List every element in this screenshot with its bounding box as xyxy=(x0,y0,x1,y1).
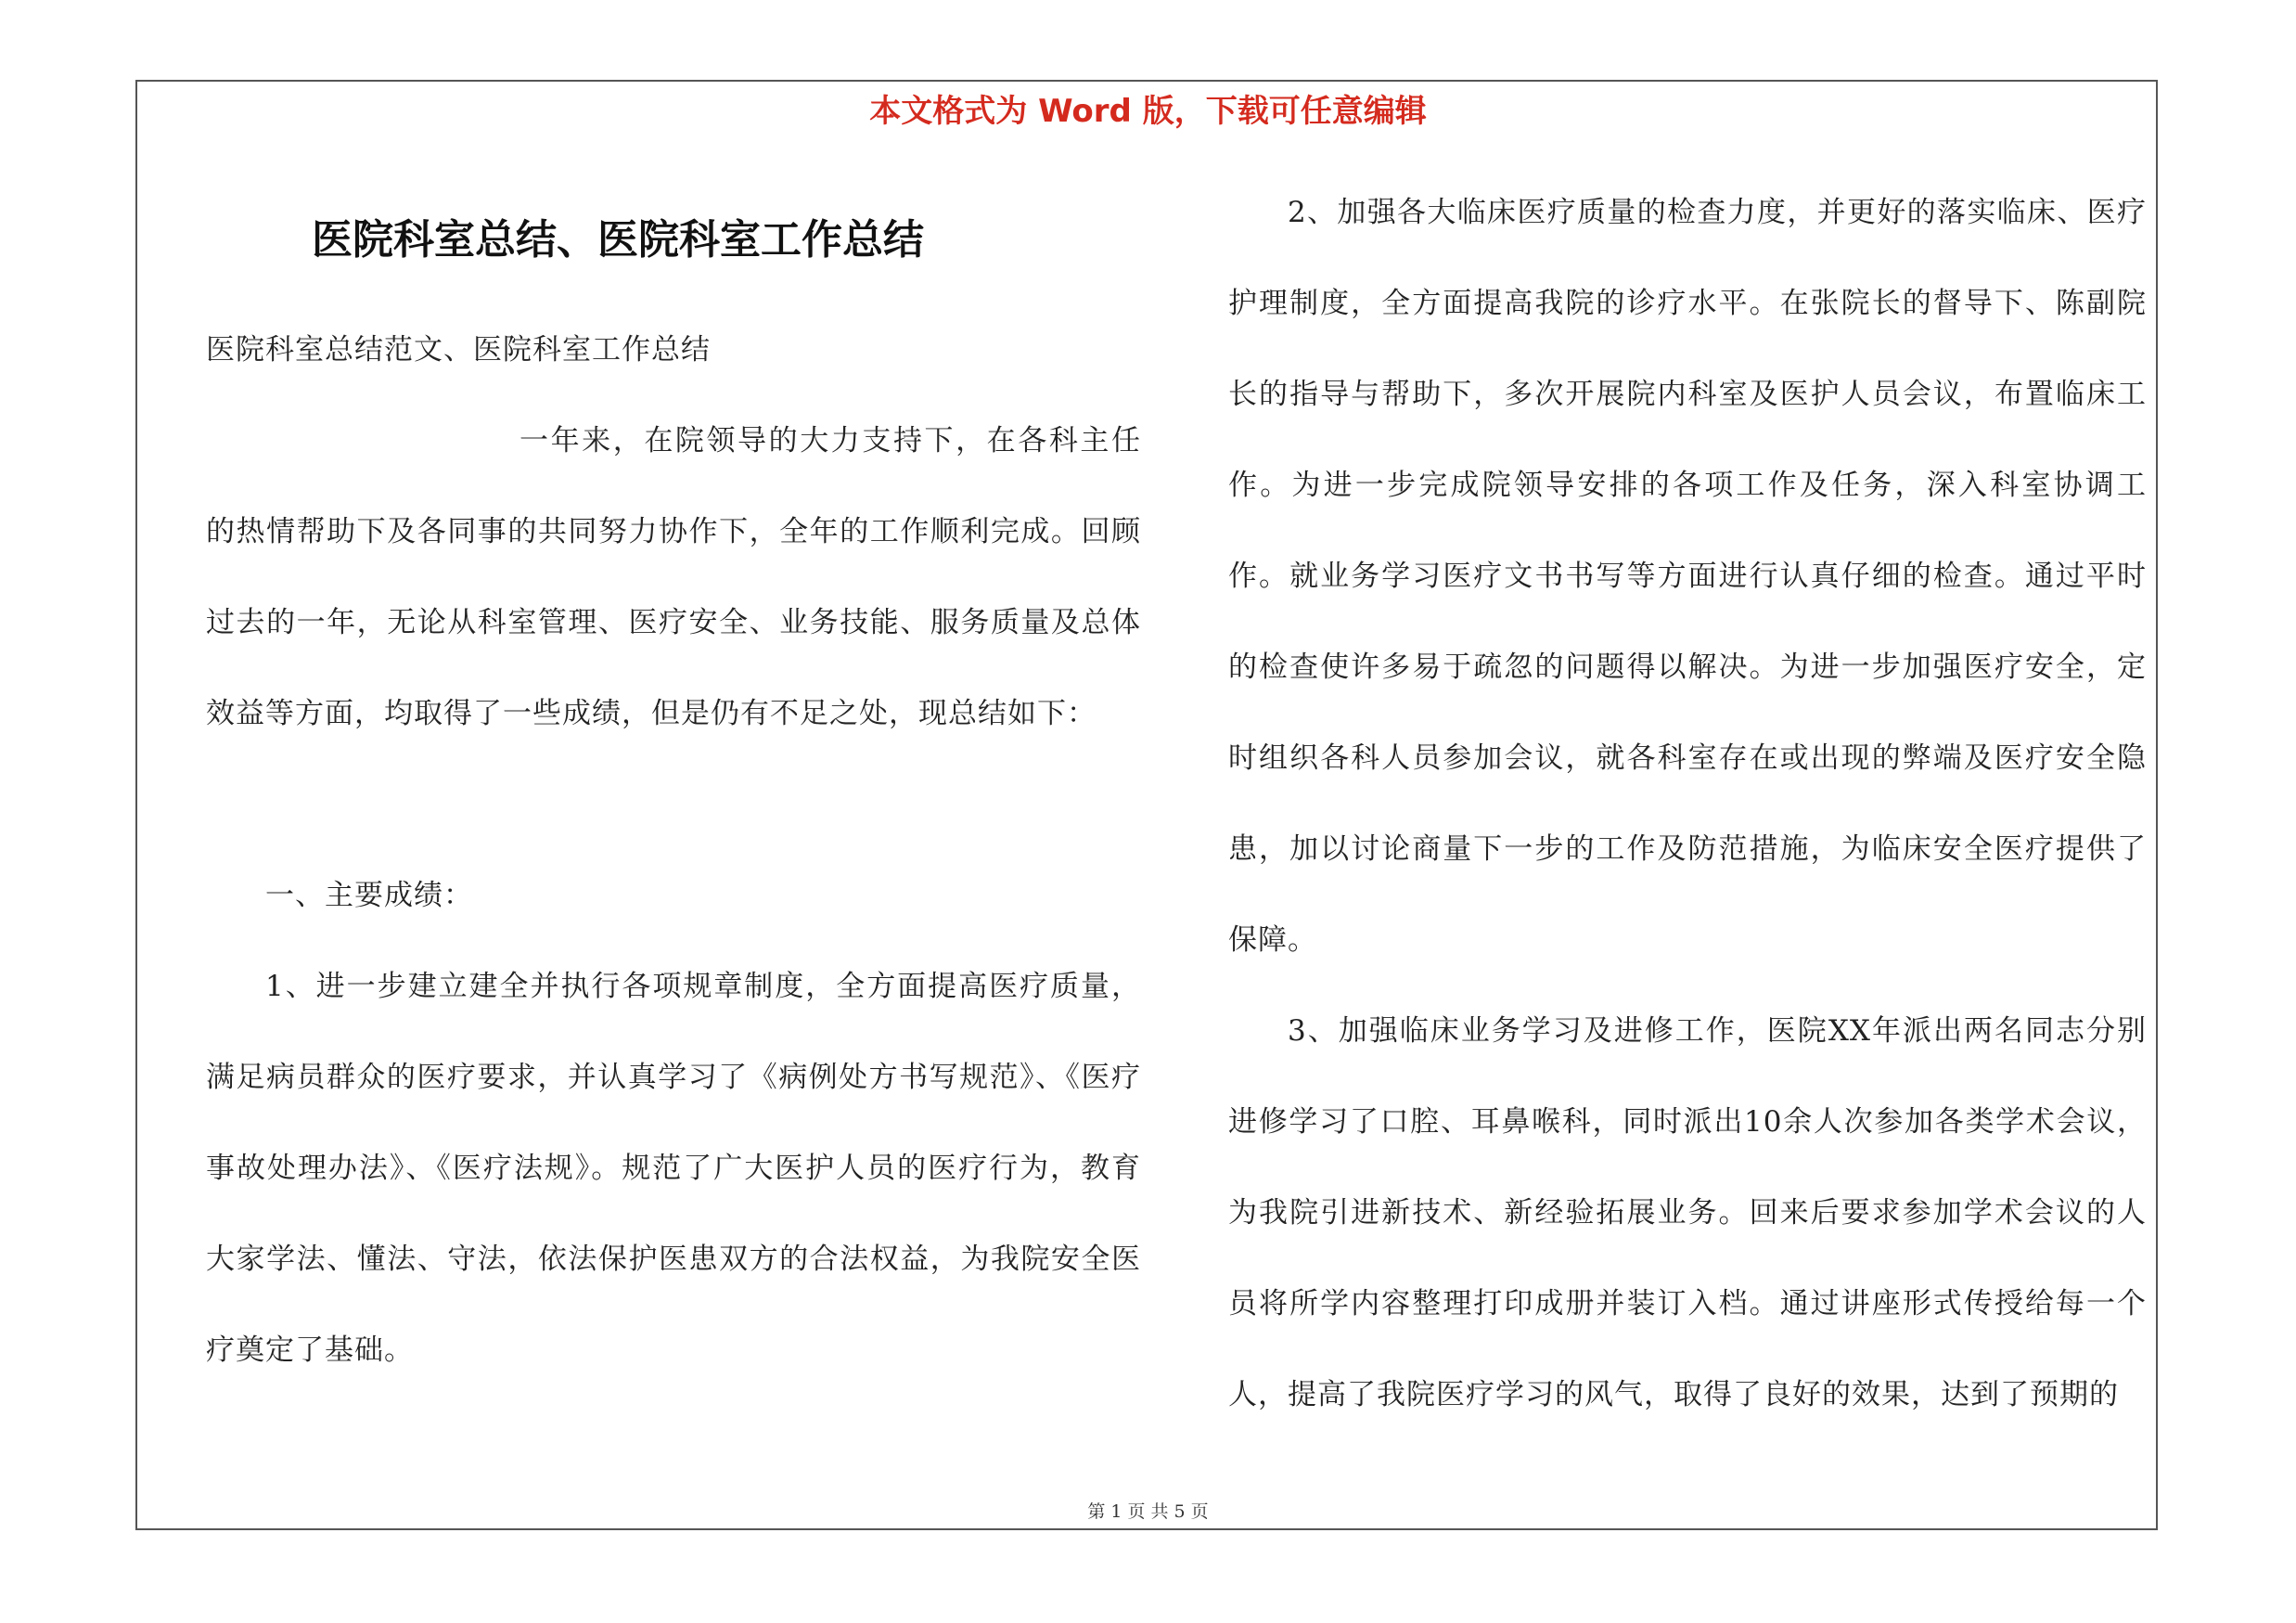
format-banner: 本文格式为 Word 版，下载可任意编辑 xyxy=(869,93,1427,130)
document-subtitle: 医院科室总结范文、医院科室工作总结 xyxy=(206,333,711,367)
left-column xyxy=(206,304,1141,1396)
intro-paragraph: 一年来，在院领导的大力支持下，在各科主任的热情帮助下及各同事的共同努力协作下，全年的工作顺利完成。回顾过去的一年，无论从科室管理、医疗安全、业务技能、服务质量及总体效益等方面，均取得了一些成绩，但是仍有不足之处，现总结如下： xyxy=(206,424,1141,730)
section-heading: 一、主要成绩： xyxy=(265,879,473,912)
paragraph-gap xyxy=(206,759,1141,850)
item-2-paragraph: 2、加强各大临床医疗质量的检查力度，并更好的落实临床、医疗护理制度，全方面提高我院的诊疗水平。在张院长的督导下、陈副院长的指导与帮助下，多次开展院内科室及医护人员会议，布置临床工作。为进一步完成院领导安排的各项工作及任务，深入科室协调工作。就业务学习医疗文书书写等方面进行认真仔细的检查。通过平时的检查使许多易于疏忽的问题得以解决。为进一步加强医疗安全，定时组织各科人员参加会议，就各科室存在或出现的弊端及医疗安全隐患，加以讨论商量下一步的工作及防范措施，为临床安全医疗提供了保障。 xyxy=(1228,196,2147,957)
right-column xyxy=(1228,167,2147,1440)
item-1-paragraph: 1、进一步建立建全并执行各项规章制度，全方面提高医疗质量，满足病员群众的医疗要求，并认真学习了《病例处方书写规范》、《医疗事故处理办法》、《医疗法规》。规范了广大医护人员的医疗行为，教育大家学法、懂法、守法，依法保护医患双方的合法权益，为我院安全医疗奠定了基础。 xyxy=(206,970,1141,1367)
document-title: 医院科室总结、医院科室工作总结 xyxy=(312,216,924,264)
item-3-paragraph: 3、加强临床业务学习及进修工作，医院XX年派出两名同志分别进修学习了口腔、耳鼻喉科，同时派出10余人次参加各类学术会议，为我院引进新技术、新经验拓展业务。回来后要求参加学术会议的人员将所学内容整理打印成册并装订入档。通过讲座形式传授给每一个人，提高了我院医疗学习的风气，取得了良好的效果，达到了预期的 xyxy=(1228,1014,2147,1411)
page-footer: 第 1 页 共 5 页 xyxy=(1087,1501,1209,1522)
